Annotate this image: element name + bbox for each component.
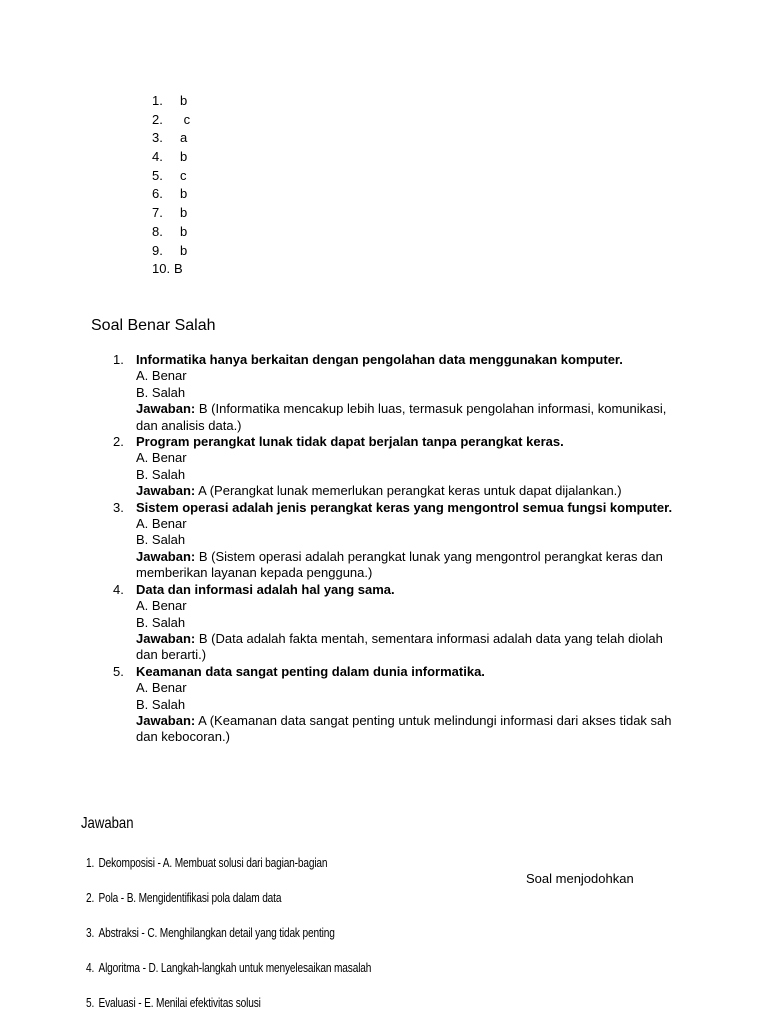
question-item — [108, 664, 688, 746]
list-item — [152, 148, 190, 167]
answer-text: B (Sistem operasi adalah perangkat lunak yang mengontrol perangkat keras dan memberikan layanan kepada pengguna.) — [136, 548, 663, 581]
question-number: 3. — [113, 499, 124, 515]
section-title-jawaban: Jawaban — [81, 815, 134, 832]
list-item — [152, 260, 190, 279]
item-value: a — [180, 130, 188, 146]
option-b: B. Salah — [136, 614, 186, 630]
section-title-true-false: Soal Benar Salah — [91, 317, 216, 334]
item-number: 1. — [152, 93, 163, 108]
item-number: 2. — [86, 890, 95, 905]
option-b: B. Salah — [136, 696, 186, 712]
question-body — [136, 582, 688, 664]
question-text: Keamanan data sangat penting dalam dunia informatika. — [136, 663, 485, 679]
question-text: Sistem operasi adalah jenis perangkat keras yang mengontrol semua fungsi komputer. — [136, 499, 673, 515]
list-item — [152, 185, 190, 204]
item-value: b — [180, 93, 188, 108]
answer-text: A (Perangkat lunak memerlukan perangkat keras untuk dapat dijalankan.) — [195, 483, 622, 499]
item-number: 4. — [152, 149, 163, 165]
item-number: 8. — [152, 223, 163, 239]
option-b: B. Salah — [136, 466, 186, 482]
item-text: Dekomposisi - A. Membuat solusi dari bagian-bagian — [98, 855, 328, 870]
list-item — [86, 854, 371, 889]
item-number: 2. — [152, 111, 163, 127]
question-number: 5. — [113, 663, 124, 679]
answer-text: B (Data adalah fakta mentah, sementara informasi adalah data yang telah diolah dan berarti.) — [136, 630, 663, 663]
item-number: 3. — [152, 130, 163, 146]
item-text: Pola - B. Mengidentifikasi pola dalam data — [98, 890, 282, 905]
item-text: Algoritma - D. Langkah-langkah untuk menyelesaikan masalah — [98, 960, 372, 975]
item-number: 3. — [86, 925, 95, 940]
item-number: 5. — [152, 167, 163, 183]
option-b: B. Salah — [136, 384, 186, 400]
item-value: b — [180, 242, 188, 258]
item-number: 5. — [86, 995, 95, 1010]
item-value: b — [180, 205, 188, 221]
answer-line — [136, 549, 688, 582]
option-a: A. Benar — [136, 450, 187, 466]
question-body — [136, 500, 688, 582]
list-item — [86, 959, 371, 994]
item-number: 7. — [152, 205, 163, 221]
question-item — [108, 434, 688, 500]
matching-section-label: Soal menjodohkan — [526, 871, 634, 886]
item-text: Evaluasi - E. Menilai efektivitas solusi — [98, 995, 261, 1010]
question-body — [136, 434, 688, 500]
list-item — [152, 92, 190, 111]
answer-label: Jawaban: — [136, 483, 196, 499]
jawaban-list — [86, 854, 452, 1029]
question-number: 2. — [113, 434, 124, 450]
answer-line — [136, 401, 688, 434]
option-a: A. Benar — [136, 680, 187, 696]
item-value: b — [180, 223, 188, 239]
list-item — [152, 111, 190, 130]
list-item — [152, 242, 190, 261]
list-item — [152, 129, 190, 148]
question-body — [136, 352, 688, 434]
question-body — [136, 664, 688, 746]
question-text: Data dan informasi adalah hal yang sama. — [136, 581, 395, 597]
question-number: 1. — [113, 352, 124, 367]
list-item — [152, 204, 190, 223]
question-text: Program perangkat lunak tidak dapat berjalan tanpa perangkat keras. — [136, 434, 564, 450]
answer-label: Jawaban: — [136, 630, 196, 646]
item-value: c — [180, 111, 191, 127]
list-item — [86, 924, 371, 959]
answer-label: Jawaban: — [136, 712, 196, 728]
question-number: 4. — [113, 581, 124, 597]
item-value: c — [180, 167, 187, 183]
item-number: 9. — [152, 242, 163, 258]
answer-line — [136, 713, 688, 746]
answer-text: B (Informatika mencakup lebih luas, termasuk pengolahan informasi, komunikasi, dan analisis data.) — [136, 401, 667, 433]
item-number: 6. — [152, 186, 163, 202]
answer-label: Jawaban: — [136, 401, 196, 417]
answer-line — [136, 483, 688, 499]
option-a: A. Benar — [136, 368, 187, 384]
question-text: Informatika hanya berkaitan dengan pengolahan data menggunakan komputer. — [136, 352, 623, 367]
answer-label: Jawaban: — [136, 548, 196, 564]
item-number: 4. — [86, 960, 95, 975]
option-a: A. Benar — [136, 598, 187, 614]
list-item — [86, 889, 371, 924]
list-item — [152, 167, 190, 186]
list-item — [152, 223, 190, 242]
answer-text: A (Keamanan data sangat penting untuk melindungi informasi dari akses tidak sah dan kebocoran.) — [136, 712, 672, 745]
question-item — [108, 352, 688, 434]
option-b: B. Salah — [136, 532, 186, 548]
item-number: 1. — [86, 855, 95, 870]
item-value: B — [174, 261, 183, 277]
item-text: Abstraksi - C. Menghilangkan detail yang tidak penting — [98, 925, 335, 940]
question-item — [108, 500, 688, 582]
question-item — [108, 582, 688, 664]
answer-line — [136, 631, 688, 664]
answer-key-list — [152, 92, 190, 279]
true-false-list — [108, 352, 688, 746]
item-number: 10. — [152, 261, 171, 277]
item-value: b — [180, 149, 188, 165]
option-a: A. Benar — [136, 516, 187, 532]
item-value: b — [180, 186, 188, 202]
